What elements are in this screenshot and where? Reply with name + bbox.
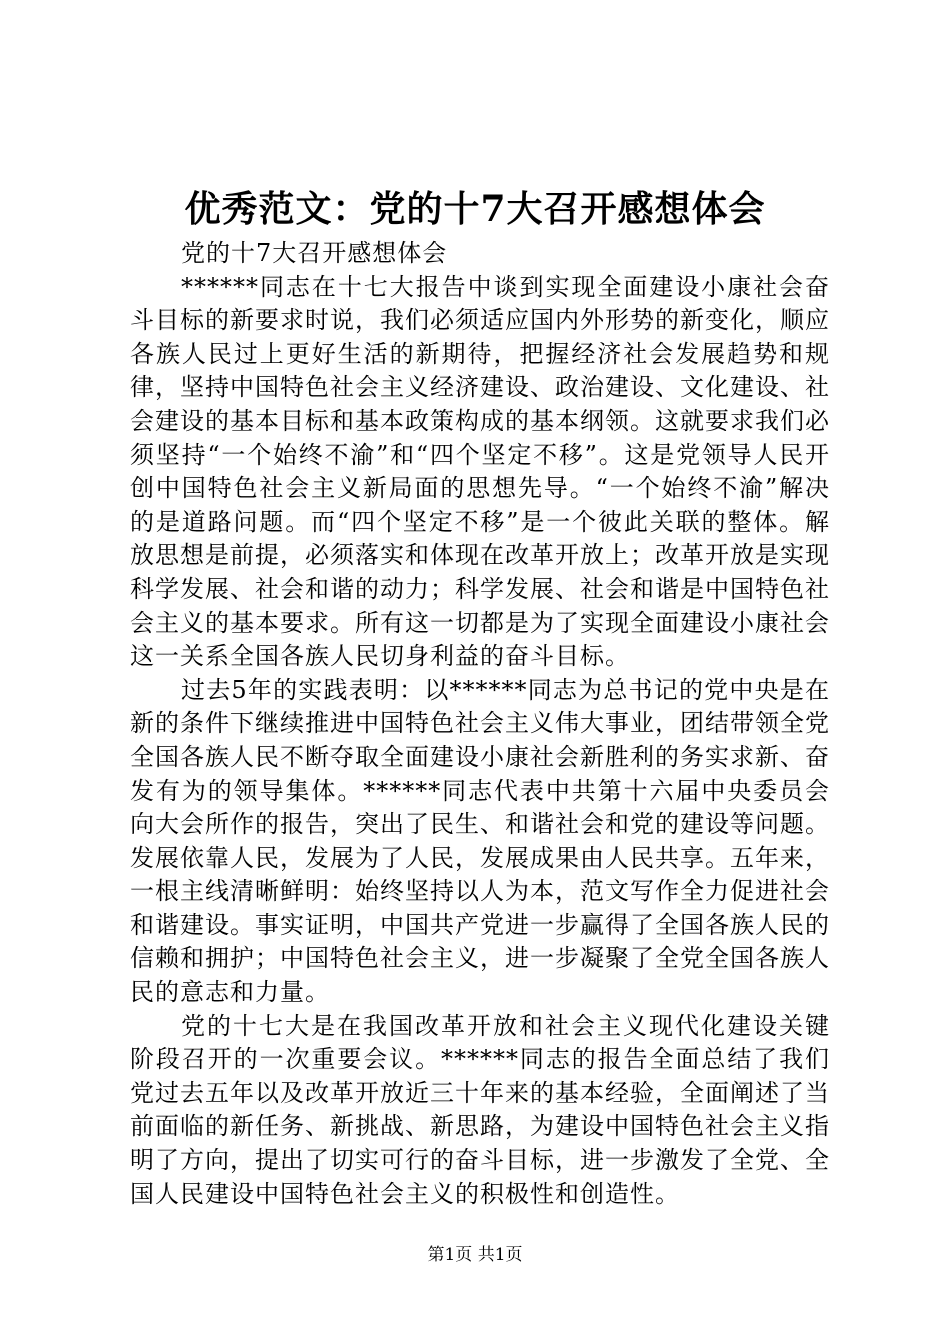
body-paragraph-2: 过去5年的实践表明：以******同志为总书记的党中央是在新的条件下继续推进中国特色社会主义伟大事业，团结带领全党全国各族人民不断夺取全面建设小康社会新胜利的务实求新、奋发有为的领导集体。******同志代表中共第十六届中央委员会向大会所作的报告，突出了民生、和谐社会和党的建设等问题。发展依靠人民，发展为了人民，发展成果由人民共享。五年来，一根主线清晰鲜明：始终坚持以人为本，范文写作全力促进社会和谐建设。事实证明，中国共产党进一步赢得了全国各族人民的信赖和拥护；中国特色社会主义，进一步凝聚了全党全国各族人民的意志和力量。 — [130, 675, 830, 1007]
subtitle-paragraph: 党的十7大召开感想体会 — [181, 239, 448, 267]
document-body — [130, 237, 830, 1211]
body-paragraph-3: 党的十七大是在我国改革开放和社会主义现代化建设关键阶段召开的一次重要会议。******同志的报告全面总结了我们党过去五年以及改革开放近三十年来的基本经验，全面阐述了当前面临的新任务、新挑战、新思路，为建设中国特色社会主义指明了方向，提出了切实可行的奋斗目标，进一步激发了全党、全国人民建设中国特色社会主义的积极性和创造性。 — [130, 1011, 830, 1208]
document-title: 优秀范文：党的十7大召开感想体会 — [184, 188, 766, 230]
page-footer: 第1页 共1页 — [427, 1245, 523, 1265]
body-paragraph-1: ******同志在十七大报告中谈到实现全面建设小康社会奋斗目标的新要求时说，我们必须适应国内外形势的新变化，顺应各族人民过上更好生活的新期待，把握经济社会发展趋势和规律，坚持中国特色社会主义经济建设、政治建设、文化建设、社会建设的基本目标和基本政策构成的基本纲领。这就要求我们必须坚持“一个始终不渝”和“四个坚定不移”。这是党领导人民开创中国特色社会主义新局面的思想先导。“一个始终不渝”解决的是道路问题。而“四个坚定不移”是一个彼此关联的整体。解放思想是前提，必须落实和体现在改革开放上；改革开放是实现科学发展、社会和谐的动力；科学发展、社会和谐是中国特色社会主义的基本要求。所有这一切都是为了实现全面建设小康社会这一关系全国各族人民切身利益的奋斗目标。 — [130, 272, 830, 671]
